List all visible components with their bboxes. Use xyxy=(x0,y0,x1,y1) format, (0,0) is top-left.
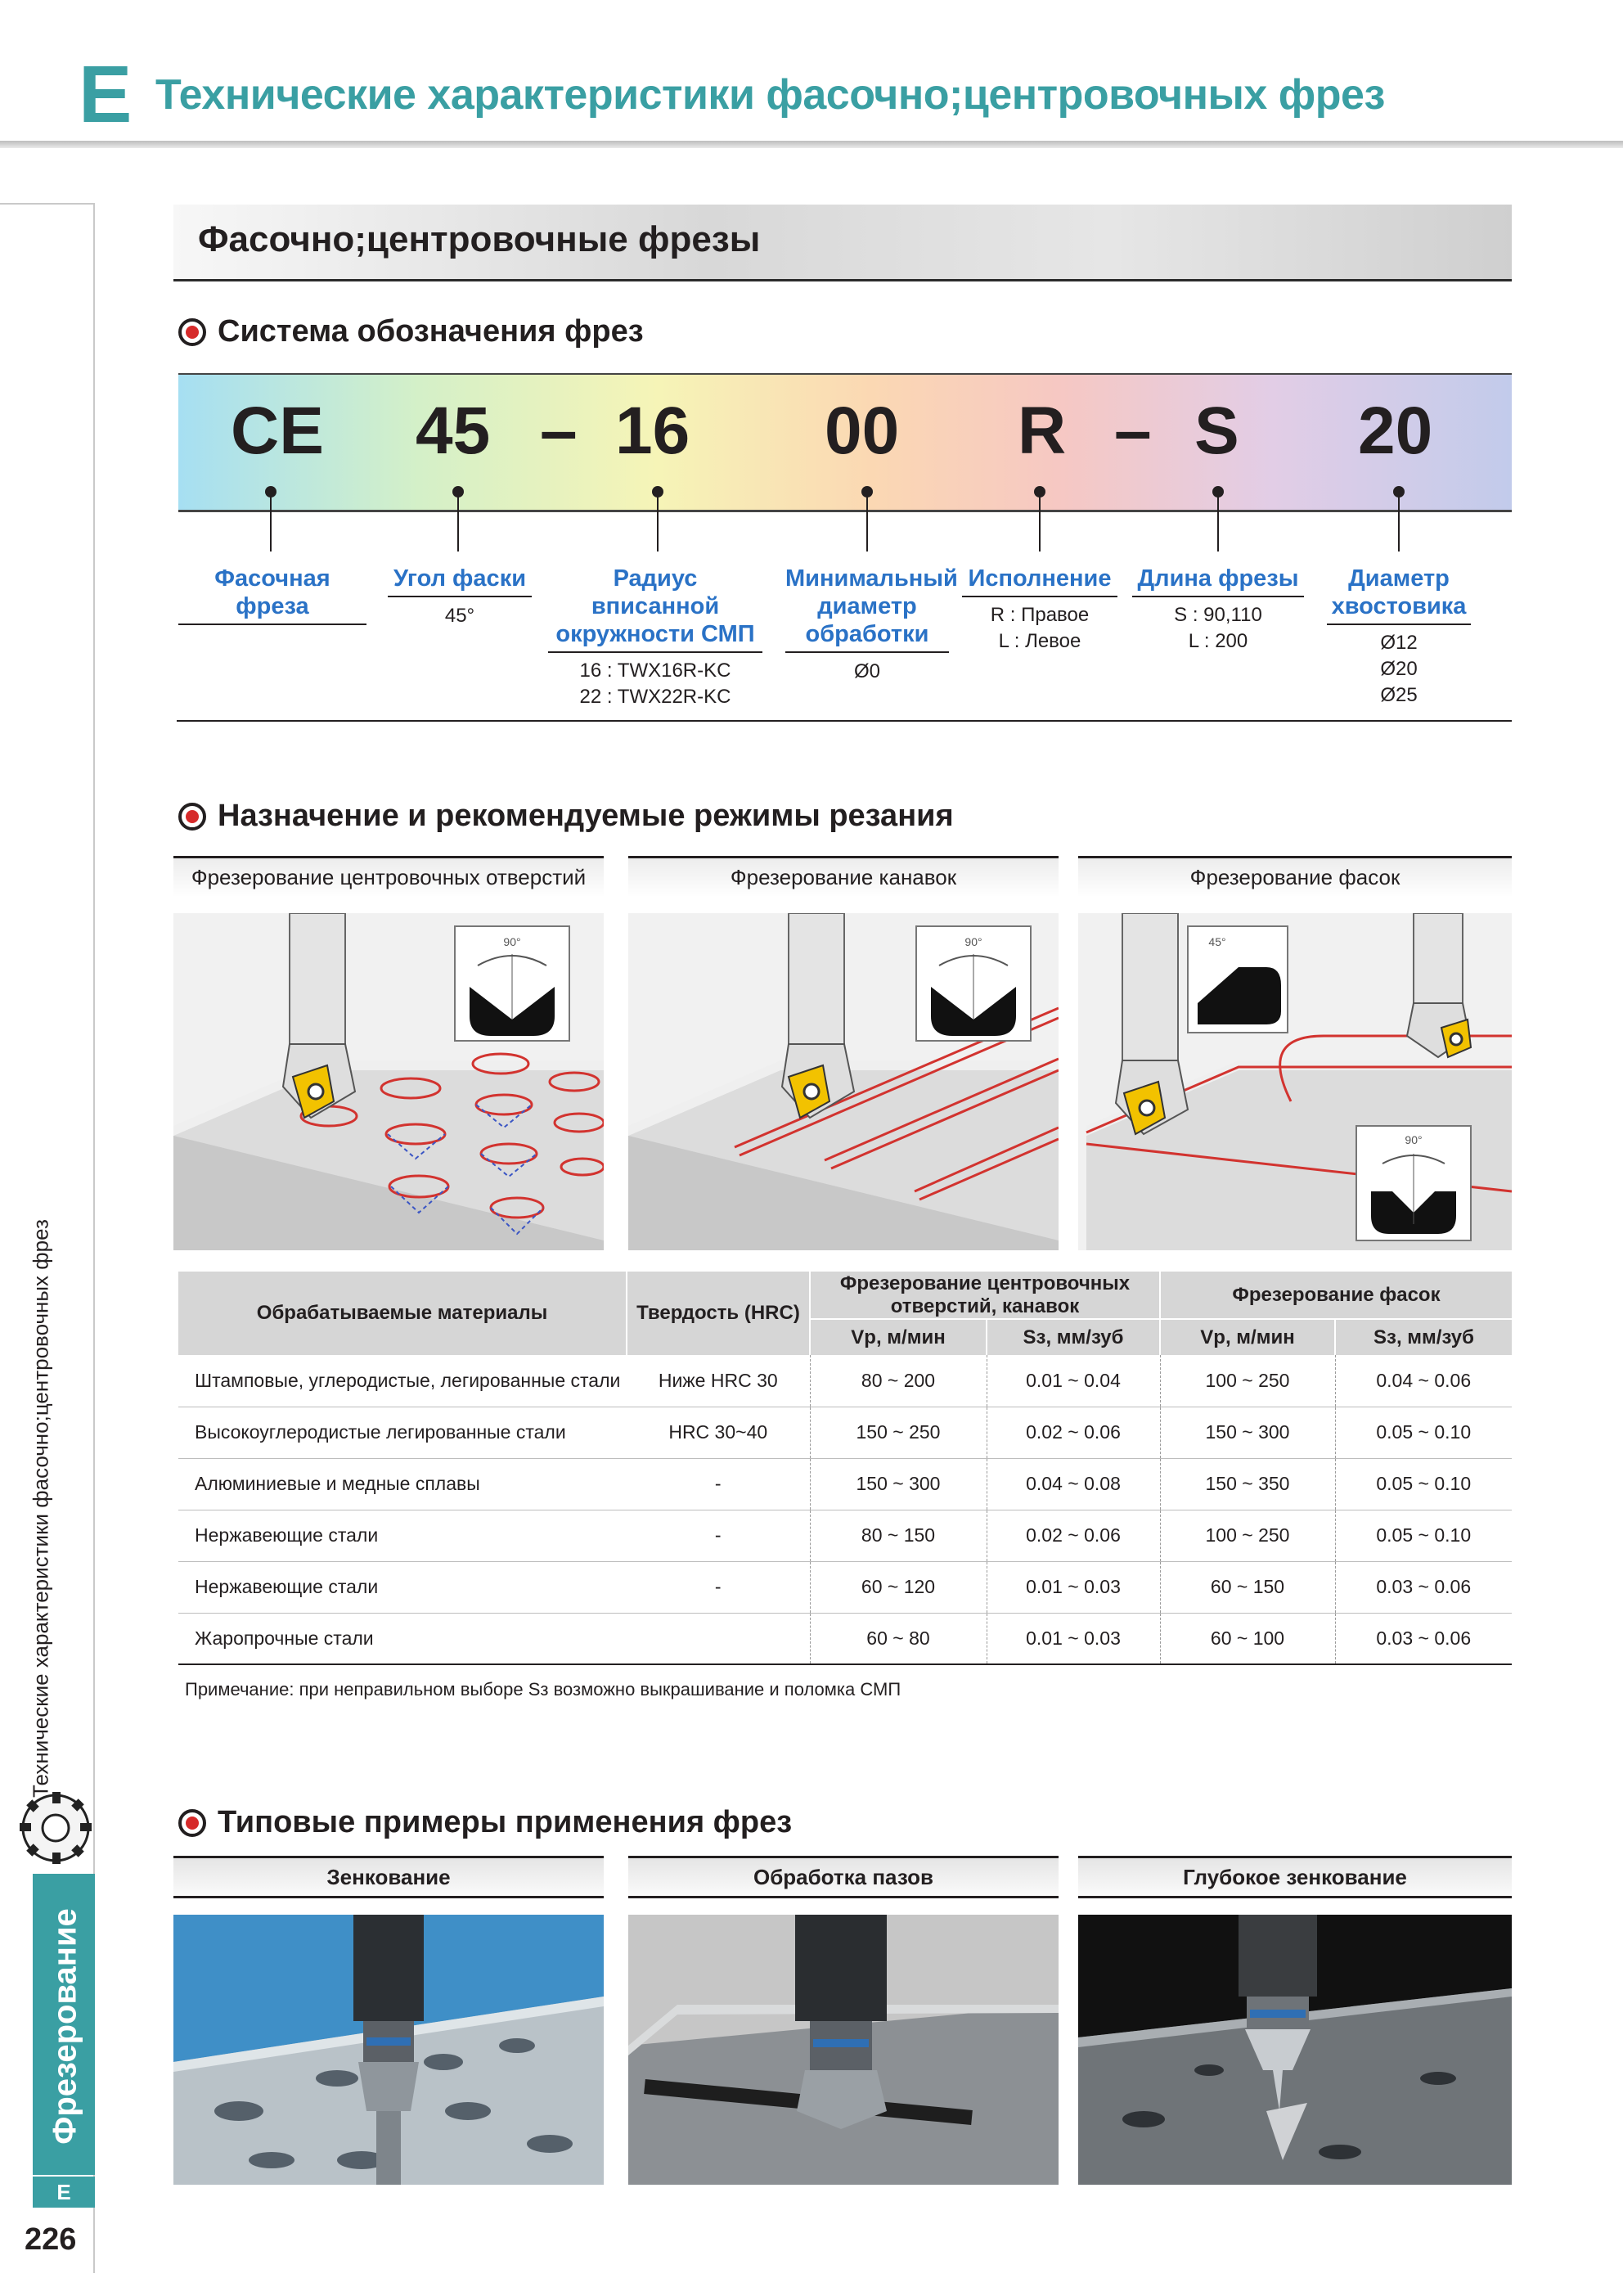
cell-vp: 150 ~ 250 xyxy=(810,1407,987,1458)
code-label-angle xyxy=(388,565,532,630)
code-label-value: L : Левое xyxy=(998,630,1081,652)
code-stem xyxy=(457,496,459,551)
cell-sz: 0.03 ~ 0.06 xyxy=(1335,1613,1512,1664)
angle-label: 90° xyxy=(1405,1133,1423,1146)
code-part-min-diameter: 00 xyxy=(825,394,900,468)
cell-material: Нержавеющие стали xyxy=(178,1510,627,1561)
purpose-heading xyxy=(178,799,954,834)
code-dash: – xyxy=(540,394,578,468)
page-title: Технические характеристики фасочно;центровочных фрез xyxy=(155,71,1385,119)
bullet-icon xyxy=(178,318,206,346)
designation-rule xyxy=(177,720,1512,722)
cell-vp: 100 ~ 250 xyxy=(1160,1355,1335,1407)
countersinking-photo xyxy=(173,1915,604,2185)
bullet-icon xyxy=(178,1809,206,1837)
examples-heading-text: Типовые примеры применения фрез xyxy=(218,1805,793,1839)
code-part-ce: CE xyxy=(231,394,324,468)
code-stem xyxy=(1039,496,1041,551)
code-label-value: Ø0 xyxy=(853,660,880,682)
cell-hardness: - xyxy=(627,1458,810,1510)
code-label-title: Минимальный диаметр обработки xyxy=(785,565,949,653)
code-label-shank xyxy=(1327,565,1471,709)
table-row xyxy=(178,1355,1512,1407)
cell-vp: 60 ~ 150 xyxy=(1160,1561,1335,1613)
table-row xyxy=(178,1613,1512,1664)
code-label-title: Угол фаски xyxy=(388,565,532,597)
app-header-chamfers: Фрезерование фасок xyxy=(1078,856,1512,897)
code-label-values xyxy=(548,658,762,710)
app-header-center-holes: Фрезерование центровочных отверстий xyxy=(173,856,604,897)
designation-heading xyxy=(178,314,644,349)
cell-sz: 0.04 ~ 0.08 xyxy=(987,1458,1160,1510)
code-label-value: Ø20 xyxy=(1380,658,1418,680)
cell-vp: 150 ~ 300 xyxy=(810,1458,987,1510)
code-label-title: Радиус вписанной окружности СМП xyxy=(548,565,762,653)
chamfer-milling-illustration xyxy=(1078,913,1512,1250)
code-label-title: Длина фрезы xyxy=(1132,565,1304,597)
sidebar-vertical-title: Технические характеристики фасочно;центровочных фрез xyxy=(28,1219,53,1798)
col-header-sz: Sз, мм/зуб xyxy=(1335,1319,1512,1355)
code-label-title: Фасочная фреза xyxy=(178,565,366,625)
col-header-sz: Sз, мм/зуб xyxy=(987,1319,1160,1355)
code-dash: – xyxy=(1114,394,1152,468)
cell-sz: 0.02 ~ 0.06 xyxy=(987,1510,1160,1561)
code-stem xyxy=(270,496,272,551)
code-label-value: Ø12 xyxy=(1380,632,1418,654)
example-header-countersinking: Зенкование xyxy=(173,1856,604,1898)
angle-label: 90° xyxy=(964,935,982,948)
sidebar-tab-label: Фрезерование xyxy=(47,1908,83,2145)
code-label-value: L : 200 xyxy=(1188,630,1248,652)
col-header-vp: Vp, м/мин xyxy=(810,1319,987,1355)
code-label-values xyxy=(1132,602,1304,655)
table-row xyxy=(178,1561,1512,1613)
cell-hardness: Ниже HRC 30 xyxy=(627,1355,810,1407)
cell-hardness: - xyxy=(627,1510,810,1561)
code-stem xyxy=(1398,496,1400,551)
code-stem xyxy=(657,496,659,551)
cell-material: Жаропрочные стали xyxy=(178,1613,627,1664)
example-header-deep-countersinking: Глубокое зенкование xyxy=(1078,1856,1512,1898)
code-label-value: 45° xyxy=(444,605,475,627)
designation-heading-text: Система обозначения фрез xyxy=(218,314,644,349)
cell-vp: 150 ~ 350 xyxy=(1160,1458,1335,1510)
code-label-value: R : Правое xyxy=(990,604,1090,626)
col-header-material: Обрабатываемые материалы xyxy=(178,1272,627,1355)
code-part-radius: 16 xyxy=(615,394,690,468)
table-row xyxy=(178,1510,1512,1561)
purpose-heading-text: Назначение и рекомендуемые режимы резания xyxy=(218,799,954,833)
table-note: Примечание: при неправильном выборе Sз возможно выкрашивание и поломка СМП xyxy=(185,1679,901,1699)
cell-vp: 80 ~ 200 xyxy=(810,1355,987,1407)
cell-vp: 60 ~ 100 xyxy=(1160,1613,1335,1664)
code-part-length: S xyxy=(1194,394,1239,468)
code-label-title: Диаметр хвостовика xyxy=(1327,565,1471,625)
code-label-hand xyxy=(962,565,1117,655)
code-part-angle: 45 xyxy=(416,394,491,468)
cell-sz: 0.05 ~ 0.10 xyxy=(1335,1510,1512,1561)
col-header-hardness: Твердость (HRC) xyxy=(627,1272,810,1355)
section-title: Фасочно;центровочные фрезы xyxy=(198,219,761,259)
col-header-group-centering: Фрезерование центровочных отверстий, канавок xyxy=(810,1272,1160,1319)
milling-cutter-icon xyxy=(16,1789,95,1867)
app-header-grooves: Фрезерование канавок xyxy=(628,856,1059,897)
header-rule xyxy=(0,141,1623,148)
center-hole-milling-illustration xyxy=(173,913,604,1250)
code-part-shank: 20 xyxy=(1358,394,1433,468)
code-label-length xyxy=(1132,565,1304,655)
cell-sz: 0.05 ~ 0.10 xyxy=(1335,1458,1512,1510)
cell-sz: 0.01 ~ 0.03 xyxy=(987,1613,1160,1664)
cell-sz: 0.04 ~ 0.06 xyxy=(1335,1355,1512,1407)
page-number: 226 xyxy=(25,2222,77,2257)
angle-label: 90° xyxy=(503,935,521,948)
table-row xyxy=(178,1407,1512,1458)
cell-vp: 100 ~ 250 xyxy=(1160,1510,1335,1561)
cell-material: Высокоуглеродистые легированные стали xyxy=(178,1407,627,1458)
code-label-value: S : 90,110 xyxy=(1174,604,1262,626)
sidebar-tab-letter: E xyxy=(33,2177,95,2208)
code-label-value: Ø25 xyxy=(1380,684,1418,706)
table-row xyxy=(178,1458,1512,1510)
code-label-radius xyxy=(548,565,762,710)
examples-heading xyxy=(178,1805,792,1840)
cell-sz: 0.03 ~ 0.06 xyxy=(1335,1561,1512,1613)
slotting-photo xyxy=(628,1915,1059,2185)
example-header-slotting: Обработка пазов xyxy=(628,1856,1059,1898)
cell-hardness: HRC 30~40 xyxy=(627,1407,810,1458)
cell-material: Нержавеющие стали xyxy=(178,1561,627,1613)
code-label-title: Исполнение xyxy=(962,565,1117,597)
cell-hardness: - xyxy=(627,1561,810,1613)
code-stem xyxy=(866,496,868,551)
cell-sz: 0.01 ~ 0.04 xyxy=(987,1355,1160,1407)
cell-vp: 80 ~ 150 xyxy=(810,1510,987,1561)
col-header-group-chamfer: Фрезерование фасок xyxy=(1160,1272,1512,1319)
code-label-value: 16 : TWX16R-KC xyxy=(579,660,731,682)
code-label-values xyxy=(962,602,1117,655)
cutting-modes-table xyxy=(178,1272,1512,1665)
code-label-min-diameter xyxy=(785,565,958,686)
code-stem xyxy=(1217,496,1219,551)
cell-vp: 60 ~ 80 xyxy=(810,1613,987,1664)
angle-label: 45° xyxy=(1208,935,1226,948)
cell-sz: 0.05 ~ 0.10 xyxy=(1335,1407,1512,1458)
deep-countersinking-photo xyxy=(1078,1915,1512,2185)
cell-vp: 60 ~ 120 xyxy=(810,1561,987,1613)
groove-milling-illustration xyxy=(628,913,1059,1250)
cell-vp: 150 ~ 300 xyxy=(1160,1407,1335,1458)
cell-sz: 0.01 ~ 0.03 xyxy=(987,1561,1160,1613)
code-part-hand: R xyxy=(1018,394,1067,468)
cell-material: Алюминиевые и медные сплавы xyxy=(178,1458,627,1510)
code-label-type xyxy=(178,565,366,625)
col-header-vp: Vp, м/мин xyxy=(1160,1319,1335,1355)
code-label-value: 22 : TWX22R-KC xyxy=(579,686,731,708)
code-label-values xyxy=(1327,630,1471,709)
cell-hardness xyxy=(627,1613,810,1664)
chapter-letter: E xyxy=(79,49,133,139)
cell-sz: 0.02 ~ 0.06 xyxy=(987,1407,1160,1458)
cell-material: Штамповые, углеродистые, легированные стали xyxy=(178,1355,627,1407)
bullet-icon xyxy=(178,803,206,831)
